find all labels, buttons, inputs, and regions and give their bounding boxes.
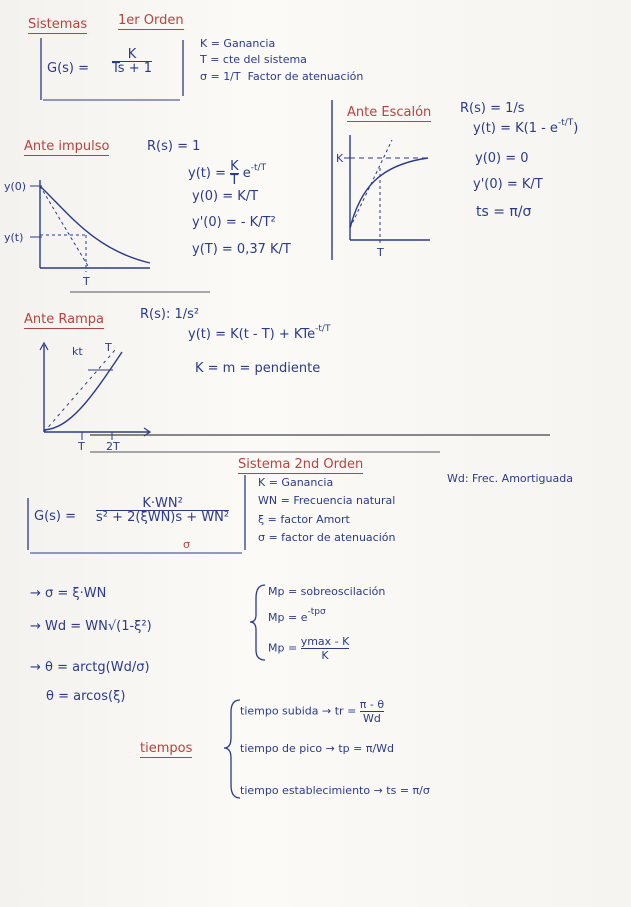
mp-exp-sup: -tpσ — [307, 607, 326, 617]
g2-num: K·WN² — [142, 496, 183, 511]
sigma-def-b: Factor de atenuación — [247, 70, 364, 83]
mp-exp-lhs: Mp = — [268, 611, 298, 624]
step-title: Ante Escalón — [347, 105, 432, 120]
impulse-eq1 — [188, 160, 266, 187]
impulse-eq1-num: K — [230, 159, 239, 174]
g2-den: s² + 2(ξWN)s + WN² — [96, 510, 230, 525]
ramp-input: R(s): 1/s² — [140, 307, 200, 322]
impulse-title: Ante impulso — [24, 139, 110, 154]
first-order-title-order: 1er Orden — [118, 13, 184, 28]
mp-ratio-den: K — [321, 649, 329, 662]
impulse-eq1-den: T — [230, 173, 239, 188]
mp-exp-base: e — [300, 611, 308, 624]
t-rise-den: Wd — [363, 712, 381, 725]
step-eq1 — [473, 118, 579, 137]
step-axis-T: T — [377, 246, 384, 259]
impulse-eq1-lhs: y(t) = — [188, 166, 226, 181]
step-eq2: y(0) = 0 — [475, 151, 529, 166]
ramp-graph — [40, 343, 150, 440]
impulse-axis-T: T — [83, 275, 90, 288]
tiempos-label: tiempos — [140, 741, 193, 756]
g2-den-sigma: σ — [183, 538, 190, 551]
mp-ratio-num: ymax - K — [300, 635, 350, 648]
impulse-input: R(s) = 1 — [147, 139, 201, 154]
g2-sigma-def: σ = factor de atenuación — [258, 531, 396, 544]
ramp-axis-T: T — [78, 440, 85, 453]
ramp-eq1-sup: -t/T — [315, 324, 331, 334]
g2-label: G(s) = — [34, 509, 77, 524]
ramp-axis-2T: 2T — [106, 440, 120, 453]
impulse-eq1-sup: -t/T — [250, 163, 267, 173]
impulse-axis-yt: y(t) — [4, 231, 24, 244]
mp-ratio — [268, 635, 349, 662]
t-peak: tiempo de pico → tp = π/Wd — [240, 742, 395, 755]
impulse-graph — [30, 180, 150, 272]
ramp-axis-T-top: T — [105, 341, 112, 354]
rel-sigma: → σ = ξ·WN — [30, 586, 107, 601]
impulse-eq4: y(T) = 0,37 K/T — [192, 242, 291, 257]
t-settle: tiempo establecimiento → ts = π/σ — [240, 784, 430, 797]
second-order-title: Sistema 2nd Orden — [238, 457, 364, 472]
step-graph — [332, 100, 430, 260]
ramp-eq1 — [188, 324, 331, 343]
rel-theta: → θ = arctg(Wd/σ) — [30, 660, 150, 675]
sigma-def-frac: 1/T — [223, 70, 241, 83]
impulse-eq3: y'(0) = - K/T² — [192, 215, 276, 230]
t-rise-lhs: tiempo subida → tr = — [240, 704, 357, 718]
step-eq1-end: ) — [573, 121, 579, 136]
g1-den: Ts + 1 — [112, 61, 152, 76]
mp-exp — [268, 607, 326, 626]
ramp-title: Ante Rampa — [24, 312, 104, 327]
g2-k-def: K = Ganancia — [258, 476, 334, 489]
ramp-eq2: K = m = pendiente — [195, 361, 321, 376]
first-order-title: Sistemas — [28, 17, 88, 32]
g1-label: G(s) = — [47, 61, 90, 76]
step-input: R(s) = 1/s — [460, 101, 525, 116]
g2-xi-def: ξ = factor Amort — [258, 513, 350, 526]
g2-wn-def: WN = Frecuencia natural — [258, 494, 396, 507]
g2-wd-def: Wd: Frec. Amortiguada — [447, 472, 573, 485]
rel-theta-arcos: θ = arcos(ξ) — [46, 689, 126, 704]
t-rise-num: π - θ — [359, 698, 385, 711]
g1-sigma-def — [200, 70, 363, 84]
g1-num: K — [127, 47, 137, 62]
impulse-axis-y0: y(0) — [4, 180, 27, 193]
ramp-axis-kt: kt — [72, 345, 83, 358]
g1-k-def: K = Ganancia — [200, 37, 276, 50]
step-eq1-lhs: y(t) = K(1 - e — [473, 121, 558, 136]
ramp-eq1-lhs: y(t) = K(t - T) + KTe — [188, 327, 316, 342]
impulse-eq1-exp: e — [242, 166, 251, 181]
g1-fraction — [112, 48, 152, 75]
mp-ratio-lhs: Mp = — [268, 641, 298, 655]
step-eq3: y'(0) = K/T — [473, 177, 543, 192]
g1-t-def: T = cte del sistema — [200, 53, 307, 66]
mp-def: Mp = sobreoscilación — [268, 585, 386, 598]
step-axis-K: K — [336, 152, 344, 165]
g2-fraction — [96, 497, 229, 524]
step-eq1-sup: -t/T — [557, 118, 574, 128]
impulse-eq2: y(0) = K/T — [192, 189, 259, 204]
sigma-def-a: σ = — [200, 70, 220, 83]
rel-wd: → Wd = WN√(1-ξ²) — [30, 619, 152, 634]
step-eq4: ts = π/σ — [476, 204, 532, 220]
t-rise — [240, 698, 384, 725]
